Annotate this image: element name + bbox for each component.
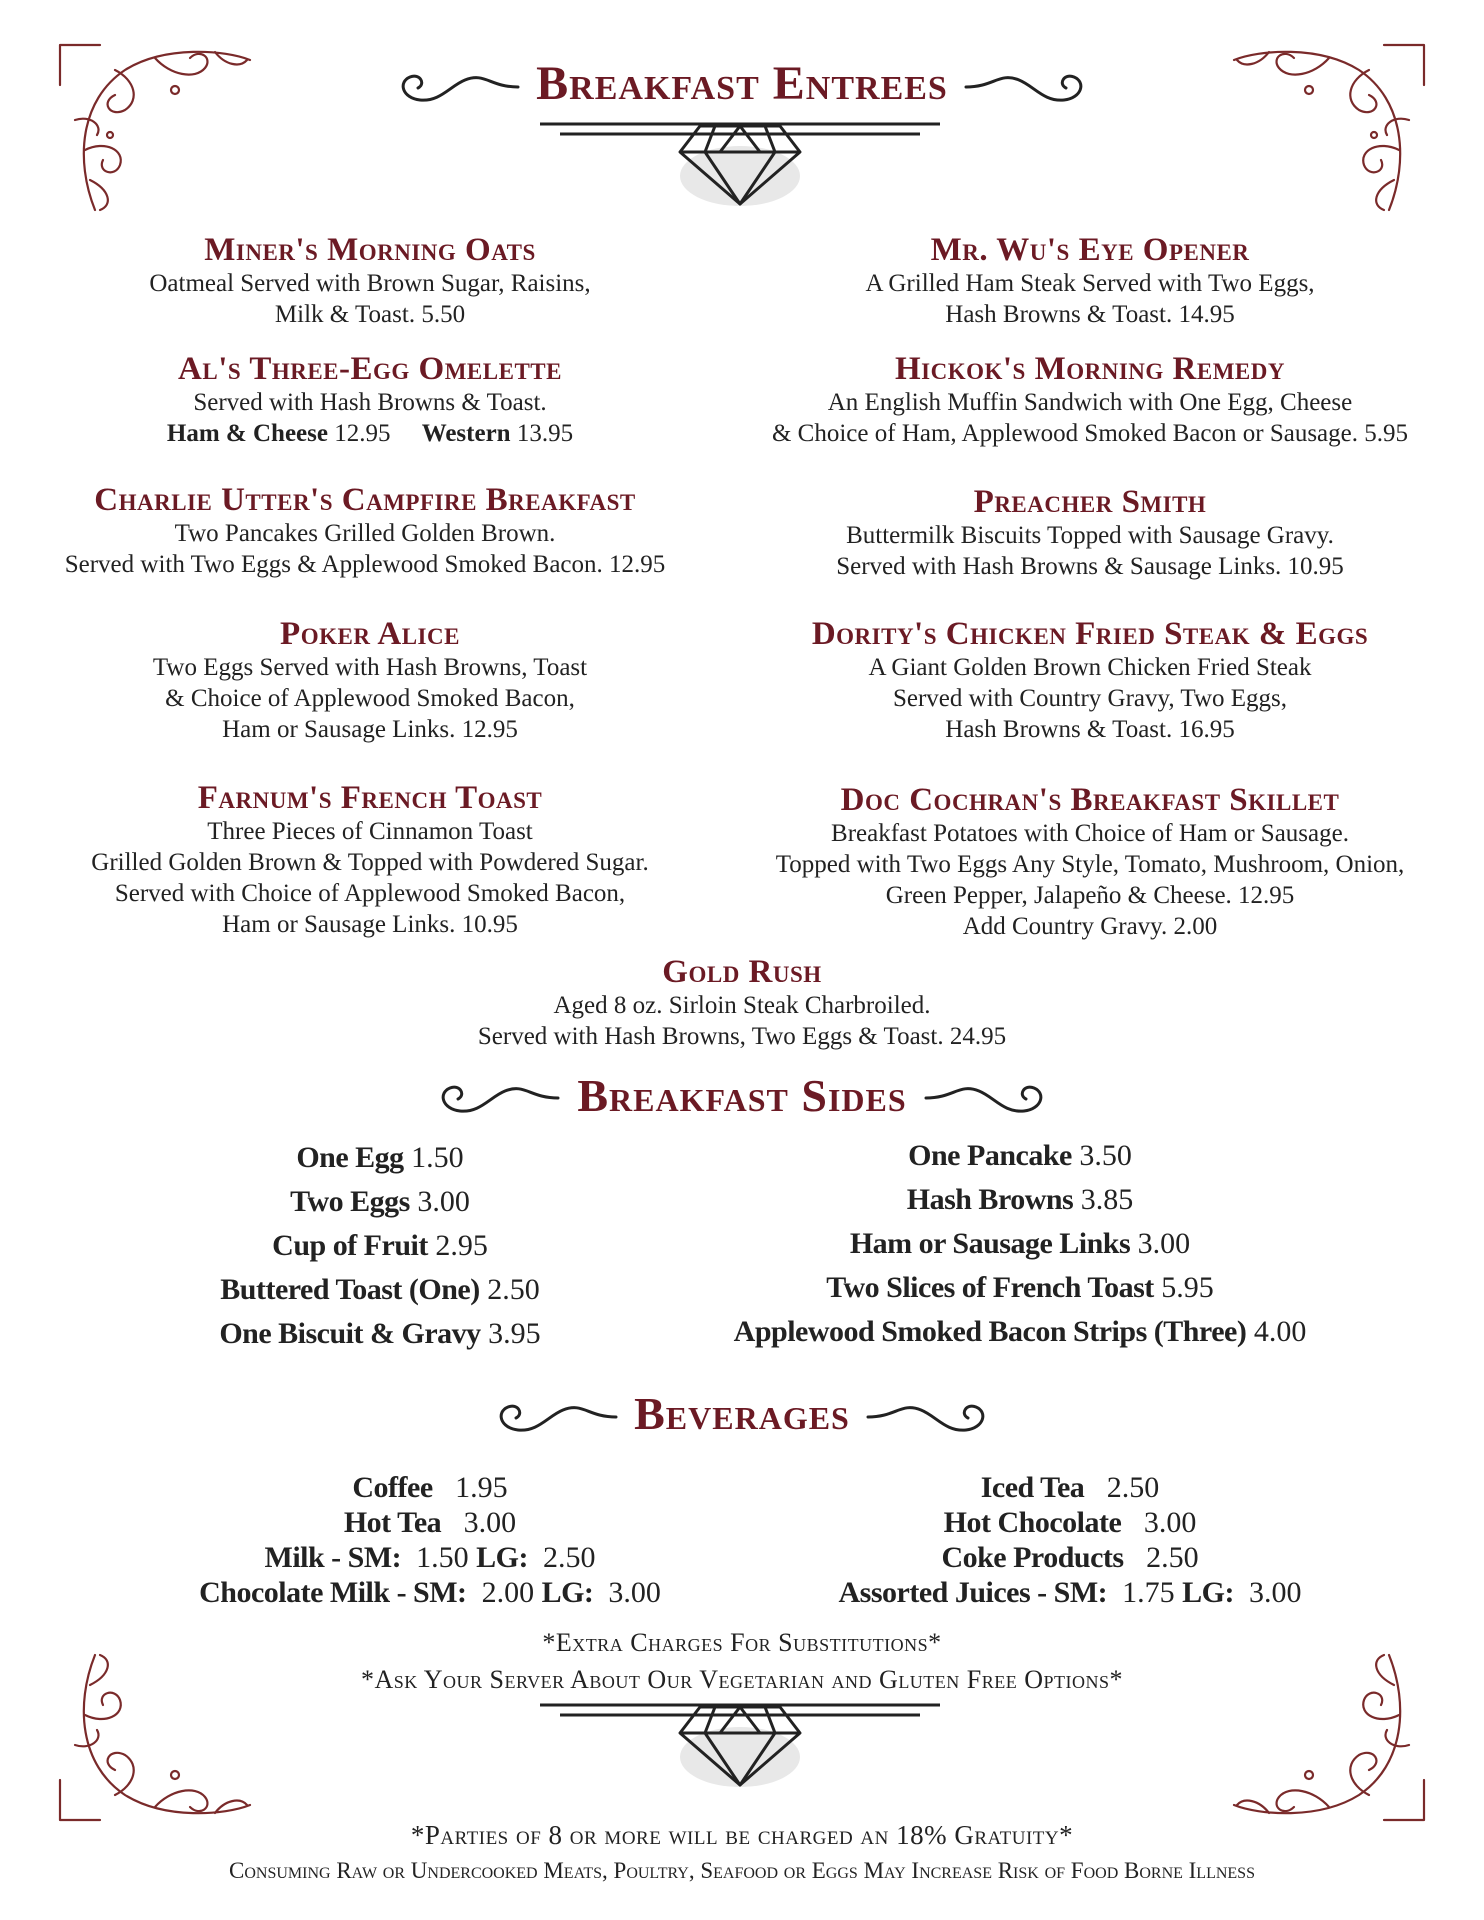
entree-mr-wus-eye-opener: [730, 232, 1450, 330]
sides-left-list: [120, 1136, 640, 1356]
entree-desc-line: & Choice of Ham, Applewood Smoked Bacon or Sausage. 5.95: [771, 420, 1408, 447]
list-item: [660, 1134, 1380, 1178]
side-item-price: 4.00: [1253, 1315, 1307, 1348]
list-item: [660, 1266, 1380, 1310]
note-gratuity: *Parties of 8 or more will be charged an 18% Gratuity*: [410, 1820, 1074, 1850]
diamond-icon: [540, 1695, 940, 1795]
entree-als-omelette: [50, 351, 690, 449]
beverage-name: Hot Tea: [343, 1506, 442, 1539]
side-item-price: 1.50: [411, 1141, 464, 1174]
entree-title: Farnum's French Toast: [197, 780, 543, 816]
side-item-name: Two Eggs: [290, 1185, 410, 1218]
beverage-size-label: LG:: [476, 1541, 528, 1574]
list-item: [120, 1575, 740, 1610]
entree-desc-line: Grilled Golden Brown & Topped with Powdered Sugar.: [91, 849, 649, 876]
entree-desc-line: Aged 8 oz. Sirloin Steak Charbroiled.: [553, 992, 931, 1019]
list-item: [660, 1310, 1380, 1354]
beverage-name: Milk - SM:: [264, 1541, 402, 1574]
entree-hickoks-morning-remedy: [730, 351, 1450, 449]
sides-title: Breakfast Sides: [577, 1070, 907, 1121]
side-item-price: 2.50: [487, 1273, 540, 1306]
list-item: [120, 1268, 640, 1312]
entree-title: Charlie Utter's Campfire Breakfast: [94, 482, 636, 518]
list-item: [120, 1312, 640, 1356]
beverage-price: 2.50: [543, 1541, 596, 1574]
entree-doritys-chicken-fried-steak: [730, 616, 1450, 745]
sides-right-list: [660, 1134, 1380, 1354]
side-item-name: One Egg: [296, 1141, 404, 1174]
side-item-price: 3.95: [488, 1317, 541, 1350]
side-item-name: Cup of Fruit: [272, 1229, 428, 1262]
beverage-price: 3.00: [463, 1506, 517, 1539]
entree-miners-morning-oats: [50, 232, 690, 330]
note-food-warning: Consuming Raw or Undercooked Meats, Poultry, Seafood or Eggs May Increase Risk of Food Borne Illness: [229, 1858, 1255, 1883]
list-item: [760, 1470, 1380, 1505]
scroll-flourish-left-icon: [488, 1392, 618, 1442]
option-price: 13.95: [516, 420, 574, 447]
list-item: [120, 1136, 640, 1180]
entree-desc-line: Three Pieces of Cinnamon Toast: [207, 818, 533, 845]
side-item-price: 5.95: [1161, 1271, 1214, 1304]
beverage-price: 1.75: [1122, 1576, 1175, 1609]
corner-flourish-top-right-icon: [1229, 40, 1429, 215]
entree-desc-line: An English Muffin Sandwich with One Egg, Cheese: [827, 389, 1353, 416]
entree-desc-line: Green Pepper, Jalapeño & Cheese. 12.95: [885, 882, 1295, 909]
entree-title: Dority's Chicken Fried Steak & Eggs: [811, 616, 1369, 652]
beverage-price: 1.50: [416, 1541, 469, 1574]
entree-title: Poker Alice: [280, 616, 460, 652]
entree-desc-line: Hash Browns & Toast. 16.95: [945, 716, 1235, 743]
beverage-name: Coke Products: [941, 1541, 1124, 1574]
beverage-size-label: LG:: [1182, 1576, 1234, 1609]
beverage-name: Chocolate Milk - SM:: [199, 1576, 467, 1609]
side-item-price: 3.00: [1137, 1227, 1191, 1260]
beverage-name: Coffee: [352, 1471, 433, 1504]
side-item-price: 3.85: [1080, 1183, 1134, 1216]
beverage-name: Assorted Juices - SM:: [838, 1576, 1108, 1609]
entree-desc-line: Ham or Sausage Links. 10.95: [222, 911, 518, 938]
entree-farnums-french-toast: [50, 780, 690, 940]
entree-desc-line: Buttermilk Biscuits Topped with Sausage Gravy.: [846, 522, 1334, 549]
entree-desc-line: Served with Hash Browns, Two Eggs & Toast. 24.95: [477, 1023, 1007, 1050]
list-item: [120, 1505, 740, 1540]
entree-preacher-smith: [730, 484, 1450, 582]
entree-desc-line: Topped with Two Eggs Any Style, Tomato, Mushroom, Onion,: [775, 851, 1405, 878]
list-item: [120, 1540, 740, 1575]
entree-desc-line: Served with Hash Browns & Toast.: [193, 389, 547, 416]
entree-desc-line: Add Country Gravy. 2.00: [962, 913, 1218, 940]
beverage-price: 3.00: [1143, 1506, 1197, 1539]
entree-desc-line: A Giant Golden Brown Chicken Fried Steak: [868, 654, 1312, 681]
entree-title: Mr. Wu's Eye Opener: [930, 232, 1250, 268]
list-item: [660, 1222, 1380, 1266]
side-item-price: 2.95: [435, 1229, 488, 1262]
beverages-title: Beverages: [634, 1388, 850, 1439]
option-label: Ham & Cheese: [166, 420, 328, 447]
beverages-right-list: [760, 1470, 1380, 1610]
entree-campfire-breakfast: [45, 482, 685, 580]
scroll-flourish-left-icon: [430, 1073, 560, 1123]
list-item: [120, 1180, 640, 1224]
entree-desc-line: Hash Browns & Toast. 14.95: [945, 301, 1235, 328]
scroll-flourish-right-icon: [866, 1392, 996, 1442]
scroll-flourish-right-icon: [964, 62, 1094, 112]
beverage-price: 2.50: [1146, 1541, 1199, 1574]
entree-desc-line: & Choice of Applewood Smoked Bacon,: [165, 685, 575, 712]
beverage-name: Iced Tea: [980, 1471, 1085, 1504]
side-item-name: Ham or Sausage Links: [849, 1227, 1131, 1260]
side-item-price: 3.00: [417, 1185, 470, 1218]
beverage-price: 2.50: [1106, 1471, 1160, 1504]
side-item-name: Two Slices of French Toast: [826, 1271, 1154, 1304]
entree-desc-line: Two Eggs Served with Hash Browns, Toast: [152, 654, 588, 681]
list-item: [760, 1540, 1380, 1575]
side-item-price: 3.50: [1079, 1139, 1132, 1172]
page-title: Breakfast Entrees: [536, 57, 948, 110]
beverage-price: 3.00: [1248, 1576, 1302, 1609]
diamond-icon: [540, 114, 940, 214]
entree-gold-rush: [342, 954, 1142, 1052]
entree-desc-line: Served with Two Eggs & Applewood Smoked Bacon. 12.95: [64, 551, 666, 578]
entree-desc-line: Breakfast Potatoes with Choice of Ham or Sausage.: [831, 820, 1349, 847]
entree-title: Preacher Smith: [973, 484, 1207, 520]
list-item: [120, 1224, 640, 1268]
entree-title: Miner's Morning Oats: [204, 232, 536, 268]
entree-desc-line: Milk & Toast. 5.50: [274, 301, 466, 328]
entree-title: Hickok's Morning Remedy: [894, 351, 1285, 387]
side-item-name: One Pancake: [908, 1139, 1072, 1172]
beverage-price: 1.95: [455, 1471, 508, 1504]
entree-title: Gold Rush: [662, 954, 822, 990]
side-item-name: Buttered Toast (One): [220, 1273, 480, 1306]
entree-desc-line: Served with Hash Browns & Sausage Links. 10.95: [836, 553, 1344, 580]
entree-options: [50, 418, 690, 449]
option-price: 12.95: [334, 420, 391, 447]
corner-flourish-top-left-icon: [55, 40, 255, 215]
note-substitutions: *Extra Charges For Substitutions*: [542, 1628, 942, 1657]
entree-desc-line: Served with Country Gravy, Two Eggs,: [892, 685, 1288, 712]
list-item: [120, 1470, 740, 1505]
beverage-name: Hot Chocolate: [943, 1506, 1122, 1539]
entree-title: Al's Three-Egg Omelette: [178, 351, 562, 387]
entree-title: Doc Cochran's Breakfast Skillet: [840, 782, 1340, 818]
beverage-size-label: LG:: [541, 1576, 594, 1609]
entree-poker-alice: [50, 616, 690, 745]
list-item: [760, 1575, 1380, 1610]
scroll-flourish-left-icon: [390, 62, 520, 112]
entree-desc-line: A Grilled Ham Steak Served with Two Eggs,: [865, 270, 1315, 297]
entree-desc-line: Oatmeal Served with Brown Sugar, Raisins,: [149, 270, 591, 297]
entree-desc-line: Ham or Sausage Links. 12.95: [222, 716, 518, 743]
list-item: [760, 1505, 1380, 1540]
beverage-price: 3.00: [608, 1576, 661, 1609]
option-label: Western: [421, 420, 511, 447]
side-item-name: Applewood Smoked Bacon Strips (Three): [733, 1315, 1247, 1348]
list-item: [660, 1178, 1380, 1222]
side-item-name: One Biscuit & Gravy: [219, 1317, 481, 1350]
entree-doc-cochrans-skillet: [730, 782, 1450, 942]
scroll-flourish-right-icon: [924, 1073, 1054, 1123]
entree-desc-line: Served with Choice of Applewood Smoked Bacon,: [114, 880, 626, 907]
beverage-price: 2.00: [481, 1576, 535, 1609]
beverages-left-list: [120, 1470, 740, 1610]
note-vegetarian: *Ask Your Server About Our Vegetarian and Gluten Free Options*: [360, 1665, 1124, 1694]
side-item-name: Hash Browns: [906, 1183, 1074, 1216]
entree-desc-line: Two Pancakes Grilled Golden Brown.: [174, 520, 556, 547]
